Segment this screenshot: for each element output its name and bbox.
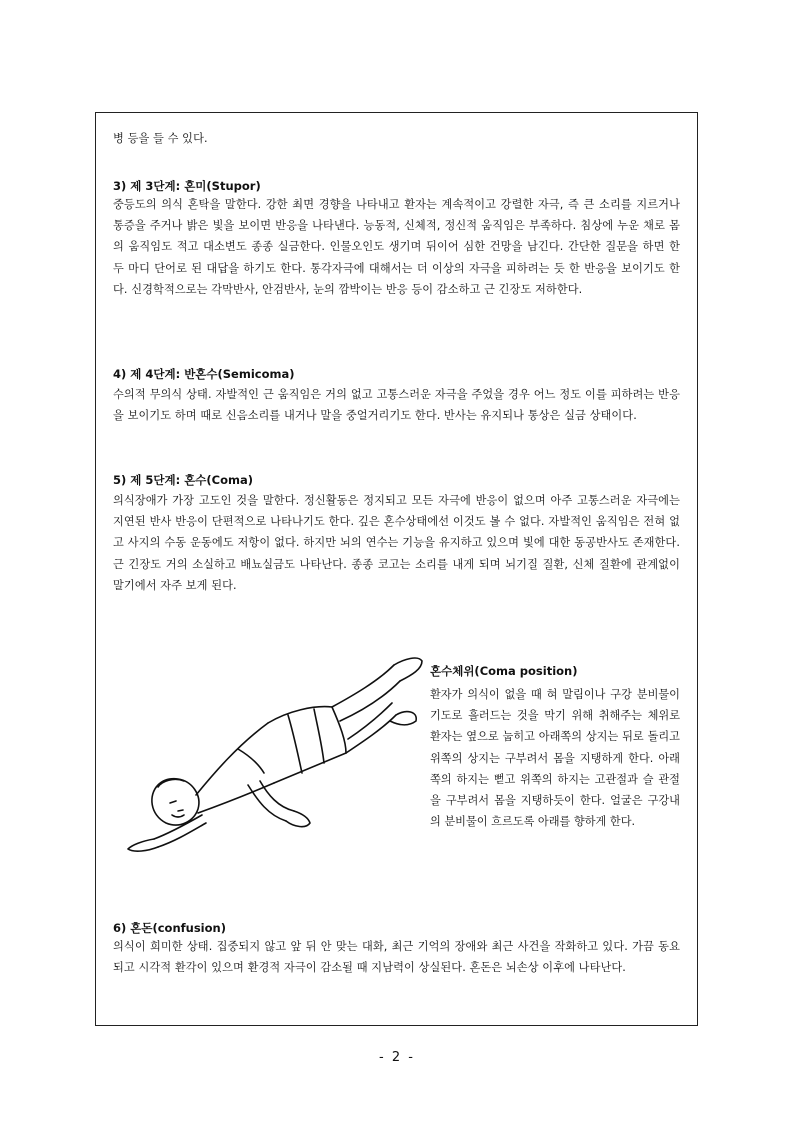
section-body-stupor: 중등도의 의식 혼탁을 말한다. 강한 최면 경향을 나타내고 환자는 계속적이고 강렬한 자극, 즉 큰 소리를 지르거나 통증을 주거나 밝은 빛을 보이면 반응을 나타낸다. 능동적, 신체적, 정신적 움직임은 부족하다. 침상에 누운 채로 몸의 움직임도 적고 대소변도 종종 실금한다. 인물오인도 생기며 뒤이어 심한 건망을 남긴다. 간단한 질문을 하면 한 두 마디 단어로 된 대답을 하기도 한다. 통각자극에 대해서는 더 이상의 자극을 피하려는 듯 한 반응을 보이기도 한다. 신경학적으로는 각막반사, 안검반사, 눈의 깜박이는 반응 등이 감소하고 근 긴장도 저하한다. (113, 198, 680, 296)
section-body-semicoma: 수의적 무의식 상태. 자발적인 근 움직임은 거의 없고 고통스러운 자극을 주었을 경우 어느 정도 이를 피하려는 반응을 보이기도 하며 때로 신음소리를 내거나 말을 중얼거리기도 한다. 반사는 유지되나 통상은 실금 상태이다. (113, 388, 680, 423)
section-heading-stupor: 3) 제 3단계: 혼미(Stupor) (113, 179, 261, 193)
page-number: - 2 - (379, 1050, 415, 1065)
coma-position-heading: 혼수체위(Coma position) (430, 664, 578, 678)
section-body-coma: 의식장애가 가장 고도인 것을 말한다. 정신활동은 정지되고 모든 자극에 반응이 없으며 아주 고통스러운 자극에는 지연된 반사 반응이 단편적으로 나타나기도 한다. 깊은 혼수상태에선 이것도 볼 수 없다. 자발적인 움직임은 전혀 없고 사지의 수동 운동에도 저항이 없다. 하지만 뇌의 연수는 기능을 유지하고 있으며 빛에 대한 동공반사도 존재한다. 근 긴장도 거의 소실하고 배뇨실금도 나타난다. 종종 코고는 소리를 내게 되며 뇌기질 질환, 신체 질환에 관계없이 말기에서 자주 보게 된다. (113, 494, 680, 592)
coma-position-body: 환자가 의식이 없을 때 혀 말림이나 구강 분비물이 기도로 흘러드는 것을 막기 위해 취해주는 체위로 환자는 옆으로 눕히고 아래쪽의 상지는 뒤로 돌리고 위쪽의 상지는 구부려서 몸을 지탱하게 한다. 아래쪽의 하지는 뻗고 위쪽의 하지는 고관절과 슬 관절을 구부려서 몸을 지탱하듯이 한다. 얼굴은 구강내의 분비물이 흐르도록 아래를 향하게 한다. (430, 688, 680, 829)
section-heading-confusion: 6) 혼돈(confusion) (113, 921, 226, 935)
intro-line: 병 등을 들 수 있다. (113, 132, 208, 145)
section-body-confusion: 의식이 희미한 상태. 집중되지 않고 앞 뒤 안 맞는 대화, 최근 기억의 장애와 최근 사건을 작화하고 있다. 가끔 동요되고 시각적 환각이 있으며 환경적 자극이 감소될 때 지남력이 상실된다. 혼돈은 뇌손상 이후에 나타난다. (113, 940, 680, 975)
section-heading-coma: 5) 제 5단계: 혼수(Coma) (113, 473, 254, 487)
coma-position-illustration (118, 645, 430, 855)
section-heading-semicoma: 4) 제 4단계: 반혼수(Semicoma) (113, 367, 295, 381)
